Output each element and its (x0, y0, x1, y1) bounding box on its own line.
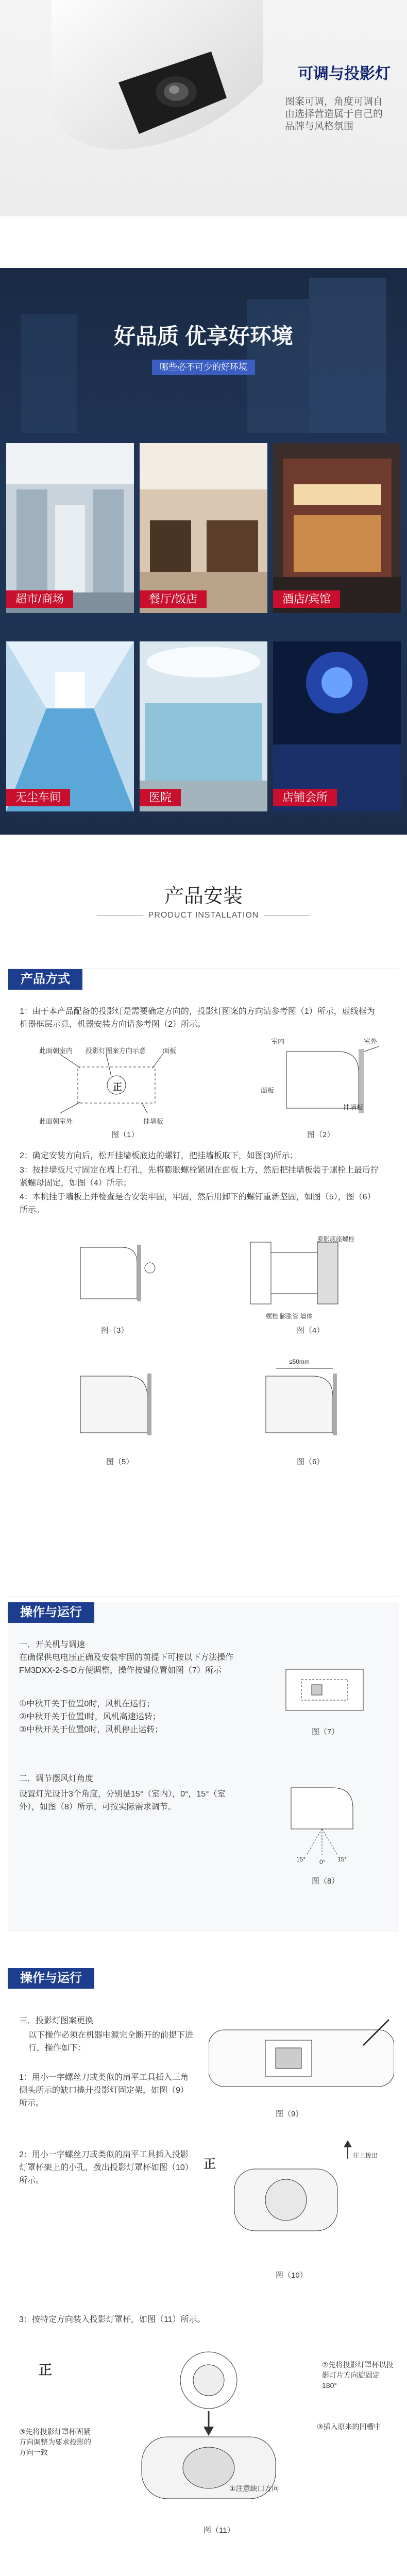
op1-b3: ③中秋开关于位置0时，风机停止运转； (19, 1725, 163, 1734)
figure-9-diagram (209, 2009, 394, 2102)
figure-8-diagram (276, 1777, 379, 1860)
fig4-caption: 图（4） (297, 1326, 325, 1335)
fig4-label-bolt: 膨胀底座螺栓 (317, 1235, 355, 1243)
fig2-label-indoor: 室内 (271, 1038, 285, 1045)
install-title: 产品安装 (164, 886, 243, 907)
op1-t2: 在确保供电电压正确及安装牢固的前提下可按以下方法操作FM3DXX-2-S-D方便调整，操作按键位置如图（7）所示 (19, 1653, 234, 1675)
env-card-supermarket (6, 443, 134, 613)
env-card-club (273, 641, 401, 811)
fig3-caption: 图（3） (101, 1326, 129, 1335)
hero-description: 图案可调，角度可调自由选择营造属于自己的品牌与风格氛围 (285, 96, 383, 132)
fig10-caption: 图（10） (276, 2271, 308, 2280)
fig8-angle-right: 15° (337, 1856, 347, 1863)
restaurant-photo (140, 443, 267, 613)
figure-2-diagram (256, 1041, 384, 1118)
fig1-label-wall-plate: 挂墙板 (143, 1117, 164, 1125)
fig11-note-rotate: ②先将投影灯罩杯以投影灯片方向旋固定180° (322, 2361, 394, 2389)
environment-title: 好品质 优享好环境 (114, 324, 293, 348)
op2-t2: 以下操作必须在机器电源完全断开的前提下进行，操作如下： (28, 2031, 194, 2053)
fig6-label-distance: ≤50mm (289, 1358, 310, 1365)
env-card-restaurant (140, 443, 267, 613)
fig10-arrow-label: 往上拨出 (353, 2152, 378, 2159)
install-header (0, 835, 407, 963)
fig8-angle-mid: 0° (319, 1858, 326, 1866)
fig6-caption: 图（6） (297, 1458, 325, 1466)
fig2-label-wall-plate: 挂墙板 (343, 1104, 364, 1111)
fig11-left-note: ③先将投影灯罩杯固紧方向调整为要求投影的方向一致 (19, 2428, 91, 2456)
fig4-label-bottom: 螺栓 膨胀管 墙体 (266, 1313, 313, 1320)
method-p1: 1：由于本产品配备的投影灯是需要确定方向的，投影灯图案的方向请参考图（1）所示，虚线框为机器框层示意，机器安装方向请参考图（2）所示。 (20, 1007, 375, 1029)
operation-box-1 (8, 1602, 399, 1932)
operation-label-2: 操作与运行 (8, 1968, 94, 1989)
fig7-caption: 图（7） (312, 1727, 340, 1736)
fig10-direction-mark: 正 (204, 2157, 216, 2171)
op2-s3: 3：按特定方向装入投影灯罩杯，如图（11）所示。 (19, 2315, 206, 2324)
product-method-box (8, 969, 399, 1597)
fig1-direction-mark: 正 (113, 1082, 122, 1092)
club-photo (273, 641, 401, 811)
env-card-hospital (140, 641, 267, 811)
fig1-label-pattern-direction: 投影灯图案方向示意 (86, 1047, 146, 1055)
method-p2: 2：确定安装方向后，松开挂墙板底边的螺钉，把挂墙板取下，如图(3)所示； (20, 1151, 298, 1160)
env-card-hotel (273, 443, 401, 613)
env-card-cleanroom (6, 641, 134, 811)
env-tag-cleanroom: 无尘车间 (6, 789, 70, 806)
fig11-caption: 图（11） (204, 2526, 235, 2535)
cleanroom-photo (6, 641, 134, 811)
operation-box-2 (8, 1968, 399, 2576)
env-tag-restaurant: 餐厅/饭店 (140, 590, 207, 608)
method-p3: 3：按挂墙板尺寸固定在墙上打孔，先将膨胀螺栓紧固在面板上方，然后把挂墙板装于螺栓上最后拧紧螺母固定，如图（4）所示； (20, 1166, 379, 1188)
fig2-label-outdoor: 室外 (364, 1038, 378, 1045)
op1-t4: 设置灯光设计3个角度，分别是15°（室内），0°，15°（室外），如图（8）所示，可按实际需求调节。 (19, 1790, 226, 1811)
env-tag-supermarket: 超市/商场 (6, 590, 73, 608)
fig11-note-notch: ①注意缺口方向 (229, 2484, 279, 2493)
figure-10-diagram (193, 2138, 379, 2251)
op1-t1: 一．开关机与调速 (19, 1640, 86, 1649)
figure-5-diagram (60, 1361, 173, 1448)
fig1-label-outdoor-face: 此面朝室外 (39, 1117, 73, 1125)
op2-s1: 1：用小一字螺丝刀或类似的扁平工具插入三角侧头所示的缺口撬开投影灯固定架，如图（9）所示。 (19, 2073, 189, 2108)
figure-3-diagram (60, 1237, 163, 1314)
install-subtitle-en: PRODUCT INSTALLATION (0, 911, 407, 920)
fig9-caption: 图（9） (276, 2110, 303, 2119)
environment-subtitle: 哪些必不可少的好环境 (152, 360, 255, 375)
env-tag-hospital: 医院 (140, 789, 181, 806)
fig1-label-panel: 面板 (163, 1047, 177, 1055)
op1-b1: ①中秋开关于位置0时，风机在运行； (19, 1700, 155, 1708)
hotel-photo (273, 443, 401, 613)
fig5-caption: 图（5） (106, 1458, 134, 1466)
hospital-photo (140, 641, 267, 811)
operation-label-1: 操作与运行 (8, 1602, 94, 1623)
op1-b2: ②中秋开关于位置I时，风机高速运转； (19, 1713, 161, 1721)
fig8-caption: 图（8） (312, 1877, 340, 1886)
op2-t1: 三．投影灯图案更换 (19, 2016, 94, 2025)
fig8-angle-left: 15° (296, 1856, 306, 1863)
fig1-label-indoor-face: 此面朝室内 (39, 1047, 73, 1055)
fig2-caption: 图（2） (307, 1130, 335, 1139)
environment-section (0, 268, 407, 835)
figure-4-diagram (240, 1232, 364, 1319)
projector-device-image (41, 0, 263, 175)
fig1-caption: 图（1） (111, 1130, 139, 1139)
fig2-label-panel: 面板 (261, 1087, 275, 1094)
figure-6-diagram (245, 1361, 359, 1448)
hero-title: 可调与投影灯 (298, 65, 391, 82)
product-method-label: 产品方式 (8, 969, 82, 990)
method-p4: 4：本机挂于墙板上并检查是否安装牢固，牢固，然后用卸下的螺钉重新坚固，如图（5），图（6）所示。 (20, 1193, 376, 1214)
fig11-direction-mark: 正 (39, 2362, 53, 2378)
op2-s2: 2：用小一字螺丝刀或类似的扁平工具插入投影灯罩杯架上的小孔，拨出投影灯罩杯如图（10）所示。 (19, 2150, 189, 2185)
figure-7-diagram (281, 1659, 374, 1726)
fig11-note-insert: ③插入原来的凹槽中 (317, 2422, 381, 2431)
env-tag-club: 店铺会所 (273, 789, 337, 806)
supermarket-photo (6, 443, 134, 613)
env-tag-hotel: 酒店/宾馆 (273, 590, 340, 608)
hero-section (0, 0, 407, 216)
op1-t3: 二．调节摆风灯角度 (19, 1774, 94, 1783)
